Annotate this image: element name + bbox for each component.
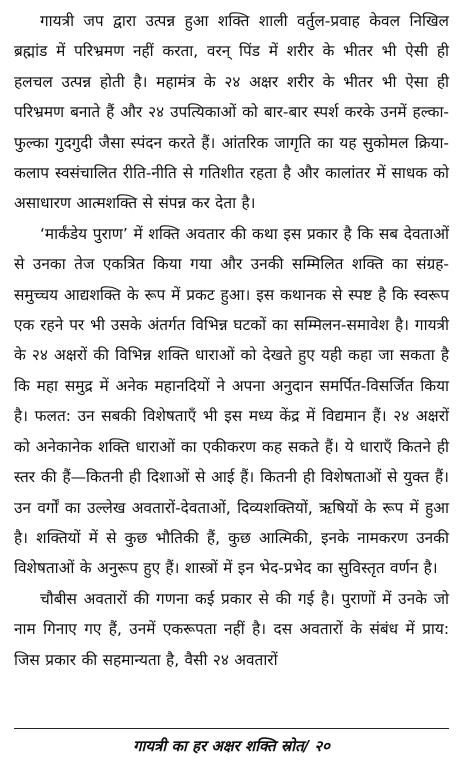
footer-divider bbox=[14, 728, 449, 729]
paragraph-2: ‘मार्कंडेय पुराण’ में शक्ति अवतार की कथा इस प्रकार है कि सब देवताओं से उनका तेज एकत्रित किया गया और उनकी सम्मिलित शक्ति का संग्रह-समुच्चय आद्यशक्ति के रूप में प्रकट हुआ। इस कथानक से स्पष्ट है कि स्वरूप एक रहने पर भी उसके अंतर्गत विभिन्न घटकों का सम्मिलन-समावेश है। गायत्री के २४ अक्षरों की विभिन्न शक्ति धाराओं को देखते हुए यही कहा जा सकता है कि महा समुद्र में अनेक महानदियों ने अपना अनुदान समर्पित-विसर्जित किया है। फलत: उन सबकी विशेषताएँ भी इस मध्य केंद्र में विद्यमान हैं। २४ अक्षरों को अनेकानेक शक्ति धाराओं का एकीकरण कह सकते हैं। ये धाराएँ कितने ही स्तर की हैं—कितनी ही दिशाओं से आई हैं। कितनी ही विशेषताओं से युक्त हैं। उन वर्गों का उल्लेख अवतारों-देवताओं, दिव्यशक्तियों, ऋषियों के रूप में हुआ है। शक्तियों में से कुछ भौतिकी हैं, कुछ आत्मिकी, इनके नामकरण उनकी विशेषताओं के अनुरूप हुए हैं। शास्त्रों में इन भेद-प्रभेद का सुविस्तृत वर्णन है। bbox=[14, 224, 449, 578]
paragraph-3: चौबीस अवतारों की गणना कई प्रकार से की गई है। पुराणों में उनके जो नाम गिनाए गए हैं, उनमें एकरूपता नहीं है। दस अवतारों के संबंध में प्राय: जिस प्रकार की सहमान्यता है, वैसी २४ अवतारों bbox=[14, 589, 449, 669]
paragraph-1: गायत्री जप द्वारा उत्पन्न हुआ शक्ति शाली वर्तुल-प्रवाह केवल निखिल ब्रह्मांड में परिभ्रमण नहीं करता, वरन् पिंड में शरीर के भीतर भी ऐसी ही हलचल उत्पन्न होती है। महामंत्र के २४ अक्षर शरीर के भीतर भी ऐसा ही परिभ्रमण बनाते हैं और २४ उपत्यिकाओं को बार-बार स्पर्श करके उनमें हल्का-फुल्का गुदगुदी जैसा स्पंदन करते हैं। आंतरिक जागृति का यह सुकोमल क्रिया-कलाप स्वसंचालित रीति-नीति से गतिशीत रहता है और कालांतर में साधक को असाधारण आत्मशक्ति से संपन्न कर देता है। bbox=[14, 12, 449, 213]
page-footer: गायत्री का हर अक्षर शक्ति स्रोत/ २० bbox=[133, 737, 330, 755]
